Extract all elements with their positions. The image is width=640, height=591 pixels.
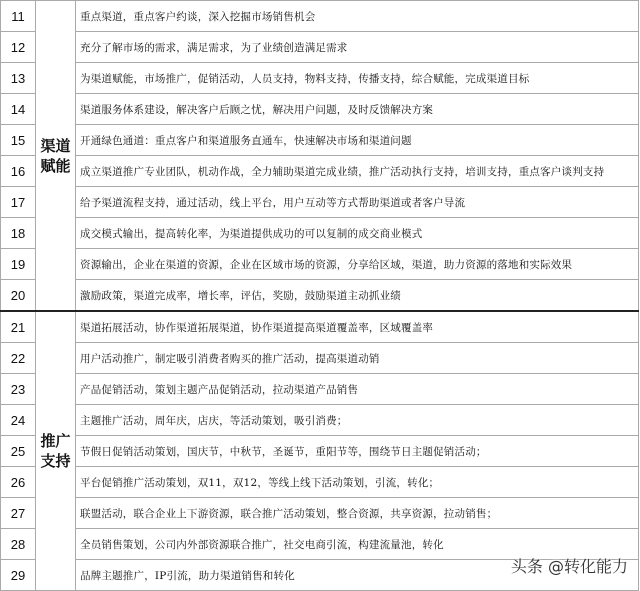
row-number: 28 — [1, 529, 36, 560]
table-row — [1, 343, 639, 374]
category-cell — [36, 1, 76, 312]
description-cell: 重点渠道，重点客户约谈，深入挖掘市场销售机会 — [76, 1, 639, 32]
row-number: 27 — [1, 498, 36, 529]
row-number: 22 — [1, 343, 36, 374]
table-row — [1, 32, 639, 63]
row-number: 12 — [1, 32, 36, 63]
table-row — [1, 63, 639, 94]
description-cell: 成交模式输出，提高转化率，为渠道提供成功的可以复制的成交商业模式 — [76, 218, 639, 249]
table-row — [1, 498, 639, 529]
description-cell: 渠道拓展活动，协作渠道拓展渠道，协作渠道提高渠道覆盖率，区域覆盖率 — [76, 311, 639, 343]
description-cell: 用户活动推广，制定吸引消费者购买的推广活动，提高渠道动销 — [76, 343, 639, 374]
description-cell: 激励政策，渠道完成率，增长率，评估，奖励，鼓励渠道主动抓业绩 — [76, 280, 639, 312]
row-number: 25 — [1, 436, 36, 467]
table-row — [1, 405, 639, 436]
row-number: 18 — [1, 218, 36, 249]
row-number: 15 — [1, 125, 36, 156]
row-number: 23 — [1, 374, 36, 405]
description-cell: 为渠道赋能，市场推广，促销活动，人员支持，物料支持，传播支持，综合赋能，完成渠道目标 — [76, 63, 639, 94]
description-cell: 产品促销活动，策划主题产品促销活动，拉动渠道产品销售 — [76, 374, 639, 405]
row-number: 11 — [1, 1, 36, 32]
description-cell: 主题推广活动，周年庆，店庆，等活动策划，吸引消费； — [76, 405, 639, 436]
category-cell — [36, 311, 76, 591]
table-row — [1, 125, 639, 156]
table-row — [1, 467, 639, 498]
table-row — [1, 311, 639, 343]
row-number: 24 — [1, 405, 36, 436]
description-cell: 节假日促销活动策划，国庆节，中秋节，圣诞节，重阳节等，围绕节日主题促销活动； — [76, 436, 639, 467]
watermark: 头条 @转化能力 — [510, 557, 628, 576]
description-cell: 平台促销推广活动策划，双11，双12，等线上线下活动策划，引流，转化； — [76, 467, 639, 498]
description-cell: 开通绿色通道：重点客户和渠道服务直通车，快速解决市场和渠道问题 — [76, 125, 639, 156]
description-cell: 品牌主题推广，IP引流，助力渠道销售和转化 — [76, 560, 639, 591]
table-row — [1, 436, 639, 467]
row-number: 17 — [1, 187, 36, 218]
table-row — [1, 1, 639, 32]
row-number: 21 — [1, 311, 36, 343]
row-number: 19 — [1, 249, 36, 280]
description-cell: 成立渠道推广专业团队，机动作战，全力辅助渠道完成业绩，推广活动执行支持，培训支持，重点客户谈判支持 — [76, 156, 639, 187]
description-cell: 联盟活动，联合企业上下游资源，联合推广活动策划，整合资源，共享资源，拉动销售； — [76, 498, 639, 529]
description-cell: 资源输出，企业在渠道的资源，企业在区域市场的资源，分享给区域，渠道，助力资源的落地和实际效果 — [76, 249, 639, 280]
table-row — [1, 374, 639, 405]
table-row — [1, 280, 639, 312]
description-cell: 渠道服务体系建设，解决客户后顾之忧，解决用户问题，及时反馈解决方案 — [76, 94, 639, 125]
category-label: 渠道 赋能 — [40, 136, 71, 175]
row-number: 14 — [1, 94, 36, 125]
table-row — [1, 156, 639, 187]
row-number: 20 — [1, 280, 36, 312]
category-label: 推广 支持 — [40, 432, 71, 470]
table-row — [1, 187, 639, 218]
table-row — [1, 218, 639, 249]
row-number: 16 — [1, 156, 36, 187]
row-number: 26 — [1, 467, 36, 498]
table-row — [1, 94, 639, 125]
description-cell: 充分了解市场的需求，满足需求，为了业绩创造满足需求 — [76, 32, 639, 63]
table-row — [1, 249, 639, 280]
description-cell: 给予渠道流程支持，通过活动，线上平台，用户互动等方式帮助渠道或者客户导流 — [76, 187, 639, 218]
row-number: 29 — [1, 560, 36, 591]
description-cell: 全员销售策划，公司内外部资源联合推广，社交电商引流，构建流量池，转化 — [76, 529, 639, 560]
row-number: 13 — [1, 63, 36, 94]
